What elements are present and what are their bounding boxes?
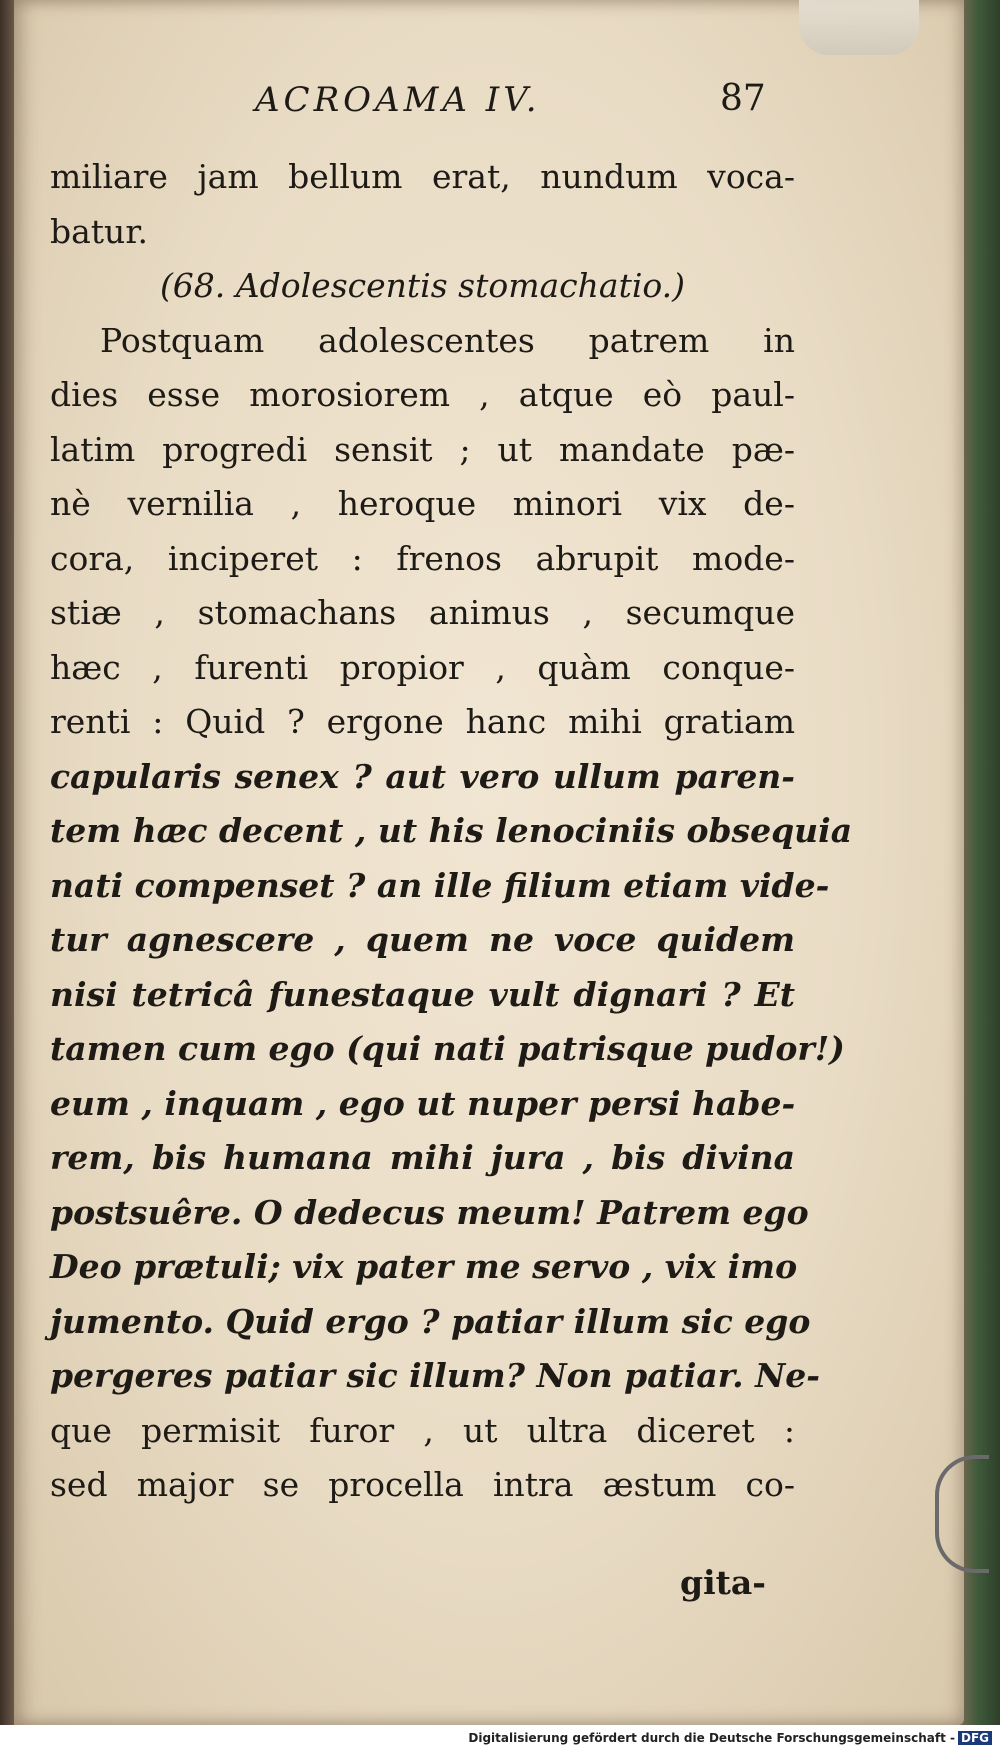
dfg-logo: DFG [958, 1731, 992, 1745]
text-line: jumento. Quid ergo ? patiar illum sic ego [50, 1301, 811, 1341]
text-line: batur. [50, 211, 148, 251]
section-heading: (68. Adolescentis stomachatio.) [159, 266, 686, 305]
text-line: nè vernilia , heroque minori vix de- [50, 484, 795, 523]
text-line: miliare jam bellum erat, nundum voca- [50, 157, 795, 196]
text-line: que permisit furor , ut ultra diceret : [50, 1410, 795, 1450]
text-line: rem, bis humana mihi jura , bis divina [50, 1138, 795, 1177]
text-line: postsuêre. O dedecus meum! Patrem ego [50, 1192, 809, 1232]
catchword: gita- [680, 1563, 766, 1602]
text-line: tur agnescere , quem ne voce quidem [50, 920, 795, 959]
running-title: ACROAMA IV. [255, 80, 541, 120]
page-number: 87 [720, 78, 766, 119]
text-line: stiæ , stomachans animus , secumque [50, 593, 795, 632]
text-line: pergeres patiar sic illum? Non patiar. Ne- [50, 1356, 820, 1395]
text-line: eum , inquam , ego ut nuper persi habe- [50, 1083, 796, 1123]
text-line: hæc , furenti propior , quàm conque- [50, 647, 795, 687]
text-line: cora, inciperet : frenos abrupit mode- [50, 538, 795, 578]
footer-bar [0, 1725, 1000, 1755]
text-line: dies esse morosiorem , atque eò paul- [50, 375, 795, 414]
text-line: nisi tetricâ funestaque vult dignari ? Et [50, 974, 795, 1014]
text-line: renti : Quid ? ergone hanc mihi gratiam [50, 702, 795, 741]
page-clip-right [935, 1455, 989, 1573]
text-line: latim progredi sensit ; ut mandate pæ- [50, 429, 795, 469]
text-line: nati compenset ? an ille filium etiam vide- [50, 865, 830, 905]
text-line: Deo prætuli; vix pater me servo , vix imo [50, 1247, 798, 1286]
page-clip-top [799, 0, 919, 55]
footer-credit [468, 1731, 992, 1745]
text-line: Postquam adolescentes patrem in [100, 320, 795, 360]
body-text [50, 150, 853, 1513]
text-line: tem hæc decent , ut his lenociniis obsequia [50, 811, 853, 850]
footer-credit-text: Digitalisierung gefördert durch die Deutsche Forschungsgemeinschaft - [468, 1731, 955, 1745]
text-line: tamen cum ego (qui nati patrisque pudor!) [50, 1029, 845, 1068]
text-line: sed major se procella intra æstum co- [50, 1465, 795, 1504]
text-line: capularis senex ? aut vero ullum paren- [50, 756, 795, 796]
